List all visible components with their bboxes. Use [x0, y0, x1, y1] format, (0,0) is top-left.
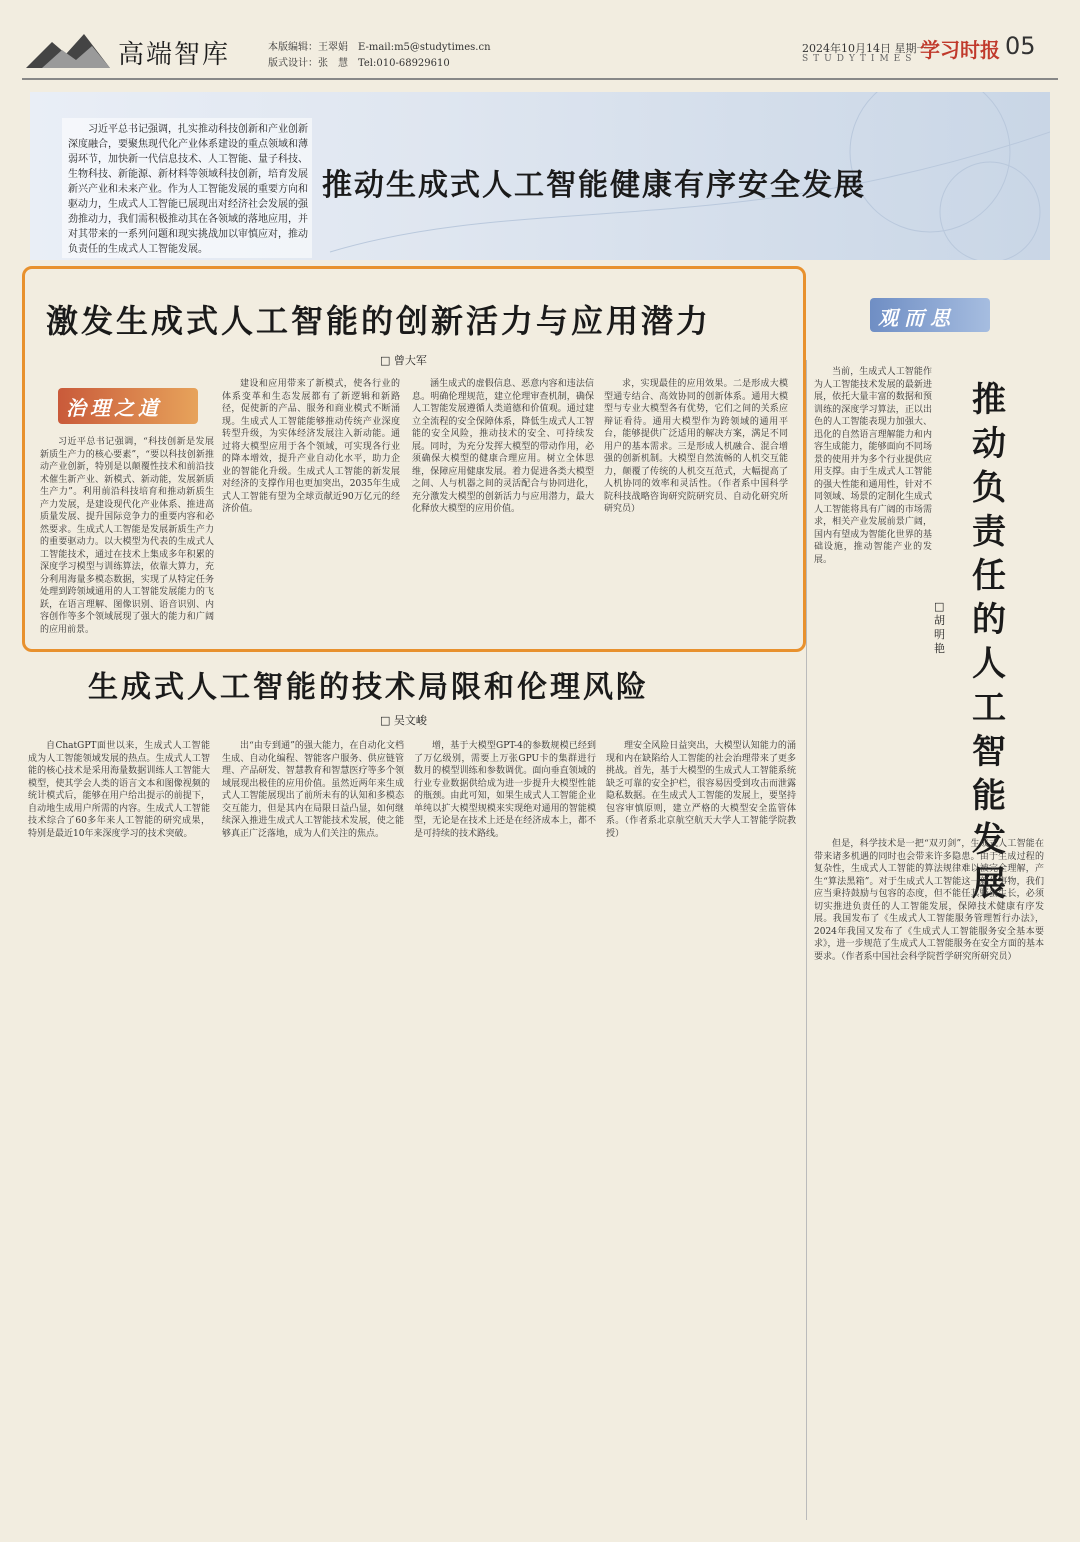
designer-line: 版式设计：张 慧: [268, 58, 348, 69]
section-title: 高端智库: [118, 40, 231, 70]
email: E-mail:m5@studytimes.cn: [358, 42, 491, 53]
header-divider: [22, 78, 1058, 80]
article1-title: 激发生成式人工智能的创新活力与应用潜力: [46, 302, 712, 340]
phone: Tel:010-68929610: [358, 58, 450, 69]
article1-tag: 治理之道: [66, 396, 162, 420]
article1-column-3: 涵生成式的虚假信息、恶意内容和违法信息。明确伦理规范，建立伦理审查机制，确保人工智能发展遵循人类道德和价值观。通过建立全流程的安全保障体系，降低生成式人工智能的安全风险，推动技术的安全、可持续发展。同时，为充分发挥大模型的带动作用，必须确保大模型的健康合理应用。树立全体思维，保障应用健康发展。着力促进各类大模型之间、人与机器之间的灵活配合与协同进化，充分激发大模型的创新活力与应用潜力，最大化释放大模型的应用价值。: [412, 379, 594, 514]
article2-author: □ 吴文峻: [380, 714, 427, 727]
article3-column-2: 但是，科学技术是一把“双刃剑”，生成式人工智能在带来诸多机遇的同时也会带来许多隐患。由于生成过程的复杂性，生成式人工智能的算法规律难以被完全理解，产生“算法黑箱”。对于生成式人工智能这一新生事物，我们应当秉持鼓励与包容的态度，但不能任其野蛮生长，必须切实推进负责任的人工智能发展，保障技术健康有序发展。我国发布了《生成式人工智能服务管理暂行办法》，2024年我国又发布了《生成式人工智能服务安全基本要求》，进一步规范了生成式人工智能服务在安全方面的基本要求。（作者系中国社会科学院哲学研究所研究员）: [814, 839, 1044, 962]
paper-english-name: STUDYTIMES: [802, 54, 917, 64]
article3-title: 推动负责任的人工智能发展: [972, 380, 1006, 904]
article2-column-4: 理安全风险日益突出，大模型认知能力的涌现和内在缺陷给人工智能的社会治理带来了更多挑战。首先，基于大模型的生成式人工智能系统缺乏可靠的安全护栏，很容易因受到攻击而泄露隐私数据。在生成式人工智能的发展上，要坚持包容审慎原则，建立严格的大模型安全监管体系。（作者系北京航空航天大学人工智能学院教授）: [606, 741, 796, 839]
editors: [268, 40, 348, 72]
section-logo-icon: [22, 28, 112, 72]
article3-tag: 观而思: [878, 306, 956, 330]
issue-date: 2024年10月14日 星期一: [802, 42, 928, 55]
paper-logo: 学习时报: [920, 38, 1000, 62]
article2-column-1: 自ChatGPT面世以来，生成式人工智能成为人工智能领域发展的热点。生成式人工智能的核心技术是采用海量数据训练人工智能大模型，使其学会人类的语言文本和图像视频的统计模式后，能够在用户给出提示的前提下，自动地生成用户所需的内容。生成式人工智能技术综合了60多年来人工智能的研究成果，特别是最近10年来深度学习的技术突破。: [28, 741, 210, 839]
contact: [358, 40, 491, 72]
article1-column-4: 求，实现最佳的应用效果。二是形成大模型通专结合、高效协同的创新体系。通用大模型与专业大模型各有优势，它们之间的关系应辩证看待。通用大模型作为跨领域的通用平台，能够提供广泛适用的解决方案，满足不同用户的基本需求。三是形成人机融合、混合增强的创新机制。大模型自然流畅的人机交互能力，颠覆了传统的人机交互范式，大幅提高了人机协同的效率和灵活性。（作者系中国科学院科技战略咨询研究院研究员、自动化研究所研究员）: [604, 379, 788, 514]
article1-column-1: 习近平总书记强调，“科技创新是发展新质生产力的核心要素”，“要以科技创新推动产业创新，特别是以颠覆性技术和前沿技术催生新产业、新模式、新动能，发展新质生产力”。利用前沿科技培育和推动新质生产力发展，是建设现代化产业体系、推进高质量发展、提升国际竞争力的重要内容和必然要求。生成式人工智能是发展新质生产力的重要驱动力。以大模型为代表的生成式人工智能技术，通过在技术上集成多年积累的深度学习模型与训练算法，依靠大算力，充分利用海量多模态数据，实现了从特定任务处理到跨领域通用的人工智能发展能力的飞跃，在语言理解、图像识别、语音识别、内容创作等多个领域展现了强大的能力和广阔的应用前景。: [40, 437, 214, 634]
article3-column-1: 当前，生成式人工智能作为人工智能技术发展的最新进展，依托大量丰富的数据和预训练的深度学习算法，正以出色的人工智能表现力加强大、迅化的自然语言理解能力和内容生成能力，能够面向不同场景的使用并为多个行业提供应用支撑。由于生成式人工智能的强大性能和通用性，针对不同领域、场景的定制化生成式人工智能将具有广阔的市场需求，相关产业发展前景广阔，国内有望成为智能化世界的基础设施，推动智能产业的发展。: [814, 367, 932, 565]
article2-column-3: 增，基于大模型GPT-4的参数规模已经到了万亿级别，需要上万张GPU卡的集群进行数月的模型训练和参数调优。面向垂直领域的行业专业数据供给成为进一步提升大模型性能的瓶颈。由此可知，如果生成式人工智能企业单纯以扩大模型规模来实现绝对通用的智能模型，无论是在技术上还是在经济成本上，都不是可持续的技术路线。: [414, 741, 596, 839]
article3-author: □ 胡明艳: [934, 600, 945, 655]
article2-column-2: 出“由专到通”的强大能力，在自动化文档生成、自动化编程、智能客户服务、供应链管理、产品研发、智慧教育和智慧医疗等多个领域展现出极佳的应用价值。虽然近两年来生成式人工智能展现出了前所未有的认知和多模态交互能力，但是其内在局限日益凸显，如何继续深入推进生成式人工智能技术发展，使之能够真正广泛落地，成为人们关注的焦点。: [222, 741, 404, 839]
page-number: 05: [1005, 32, 1036, 60]
editor-line: 本版编辑：王翠娟: [268, 42, 348, 53]
column-divider: [806, 360, 807, 1520]
page-main-title: 推动生成式人工智能健康有序安全发展: [322, 168, 866, 203]
article1-author: □ 曾大军: [380, 354, 427, 367]
article1-column-2: 建设和应用带来了新模式，使各行业的体系变革和生态发展都有了新逻辑和新路径，促使新的产品、服务和商业模式不断涌现。生成式人工智能能够推动传统产业深度转型升级，为实体经济发展注入新动能。通过将大模型应用于各个领域，可实现各行业的降本增效，提升产业自动化水平，助力企业的智能化升级。生成式人工智能的新发展对经济的支撑作用也更加突出，2035年生成式人工智能有望为全球贡献近90万亿元的经济价值。: [222, 379, 400, 514]
article2-title: 生成式人工智能的技术局限和伦理风险: [88, 670, 649, 705]
banner-intro: 习近平总书记强调，扎实推动科技创新和产业创新深度融合，要聚焦现代化产业体系建设的重点领域和薄弱环节，加快新一代信息技术、人工智能、量子科技、生物科技、新能源、新材料等领域科技创新，培育发展新兴产业和未来产业。作为人工智能发展的重要方向和驱动力，生成式人工智能已展现出对经济社会发展的强劲推动力，我们需积极推动其在各领域的落地应用，并对其带来的一系列问题和现实挑战加以审慎应对，推动负责任的生成式人工智能发展。: [68, 124, 308, 255]
